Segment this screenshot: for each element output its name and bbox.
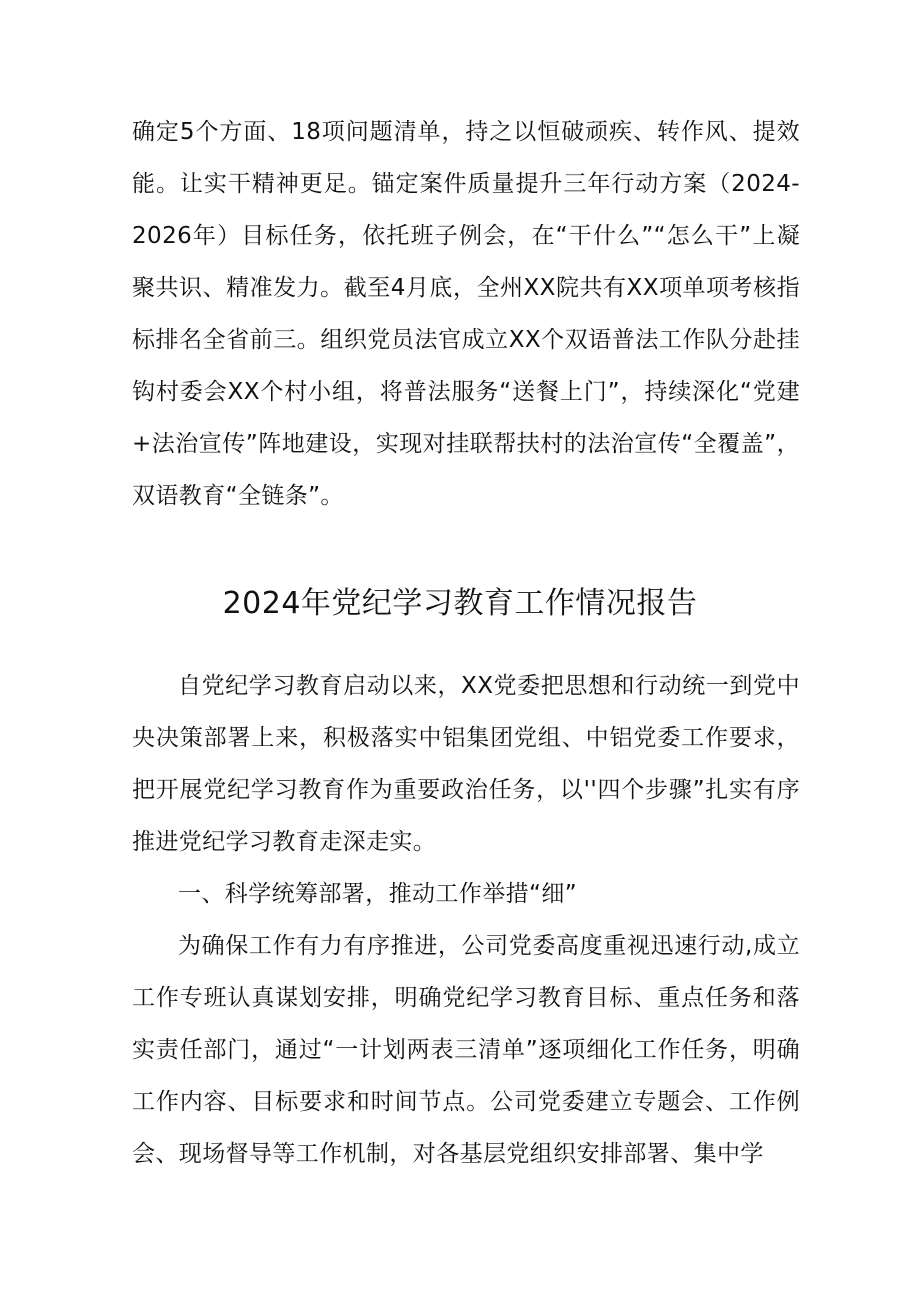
- report-title: 2024年党纪学习教育工作情况报告: [222, 586, 698, 622]
- report-paragraph-section-1: 为确保工作有力有序推进，公司党委高度重视迅速行动,成立工作专班认真谋划安排，明确党纪学习教育目标、重点任务和落实责任部门，通过“一计划两表三清单”逐项细化工作任务，明确工作内容、目标要求和时间节点。公司党委建立专题会、工作例会、现场督导等工作机制，对各基层党组织安排部署、集中学: [132, 933, 800, 1167]
- report-body: [132, 660, 800, 1180]
- intro-paragraph: 确定5个方面、18项问题清单，持之以恒破顽疾、转作风、提效能。让实干精神更足。锚定案件质量提升三年行动方案（2024-2026年）目标任务，依托班子例会，在“干什么”“怎么干”上凝聚共识、精准发力。截至4月底，全州XX院共有XX项单项考核指标排名全省前三。组织党员法官成立XX个双语普法工作队分赴挂钩村委会XX个村小组，将普法服务“送餐上门”，持续深化“党建+法治宣传”阵地建设，实现对挂联帮扶村的法治宣传“全覆盖”，双语教育“全链条”。: [132, 119, 800, 509]
- report-paragraph-intro: 自党纪学习教育启动以来，XX党委把思想和行动统一到党中央决策部署上来，积极落实中铝集团党组、中铝党委工作要求，把开展党纪学习教育作为重要政治任务，以''四个步骤”扎实有序推进党纪学习教育走深走实。: [132, 673, 800, 855]
- section-heading-1: 一、科学统筹部署，推动工作举措“细”: [178, 881, 578, 907]
